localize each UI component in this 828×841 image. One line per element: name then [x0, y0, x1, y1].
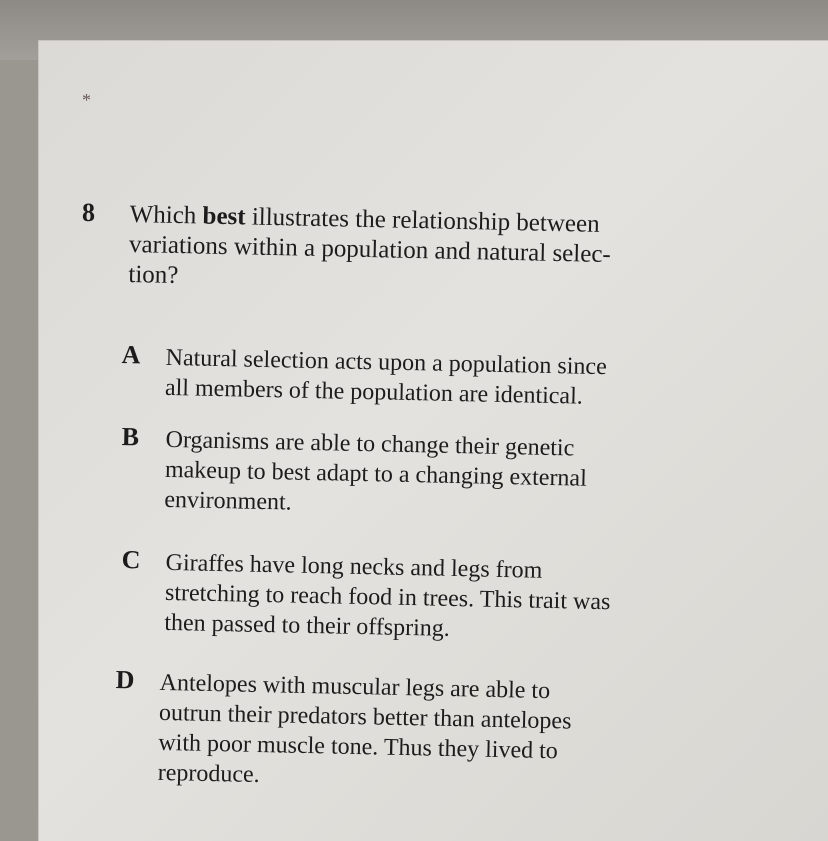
option-line: Organisms are able to change their genetic [165, 426, 575, 462]
asterisk-mark: * [82, 90, 91, 110]
option-line: Giraffes have long necks and legs from [165, 549, 543, 584]
option-text [164, 425, 726, 527]
option-text [157, 668, 719, 800]
emphasis-word: best [202, 202, 246, 231]
option-text [164, 548, 726, 650]
question-line: tion? [128, 260, 179, 290]
option-line: with poor muscle tone. Thus they lived to [158, 729, 559, 765]
question-text [128, 200, 742, 303]
question-line-end: illustrates the relationship between [245, 203, 600, 238]
option-line: makeup to best adapt to a changing external [164, 456, 588, 492]
option-line: reproduce. [157, 759, 260, 789]
option-line: stretching to reach food in trees. This trait was [164, 579, 611, 616]
option-line: all members of the population are identical. [164, 374, 584, 410]
option-line: then passed to their offspring. [164, 609, 451, 642]
question-line-start: Which [129, 200, 203, 230]
option-letter: A [121, 340, 141, 370]
option-line: Natural selection acts upon a population since [165, 344, 608, 381]
option-line: Antelopes with muscular legs are able to [159, 669, 551, 705]
option-letter: D [115, 665, 135, 695]
option-letter: B [121, 422, 140, 452]
question-number: 8 [82, 198, 95, 227]
question-line: variations within a population and natural selec- [128, 230, 612, 269]
option-text [165, 343, 726, 415]
option-line: outrun their predators better than antelopes [158, 699, 572, 735]
option-letter: C [121, 545, 141, 575]
option-line: environment. [164, 486, 292, 516]
